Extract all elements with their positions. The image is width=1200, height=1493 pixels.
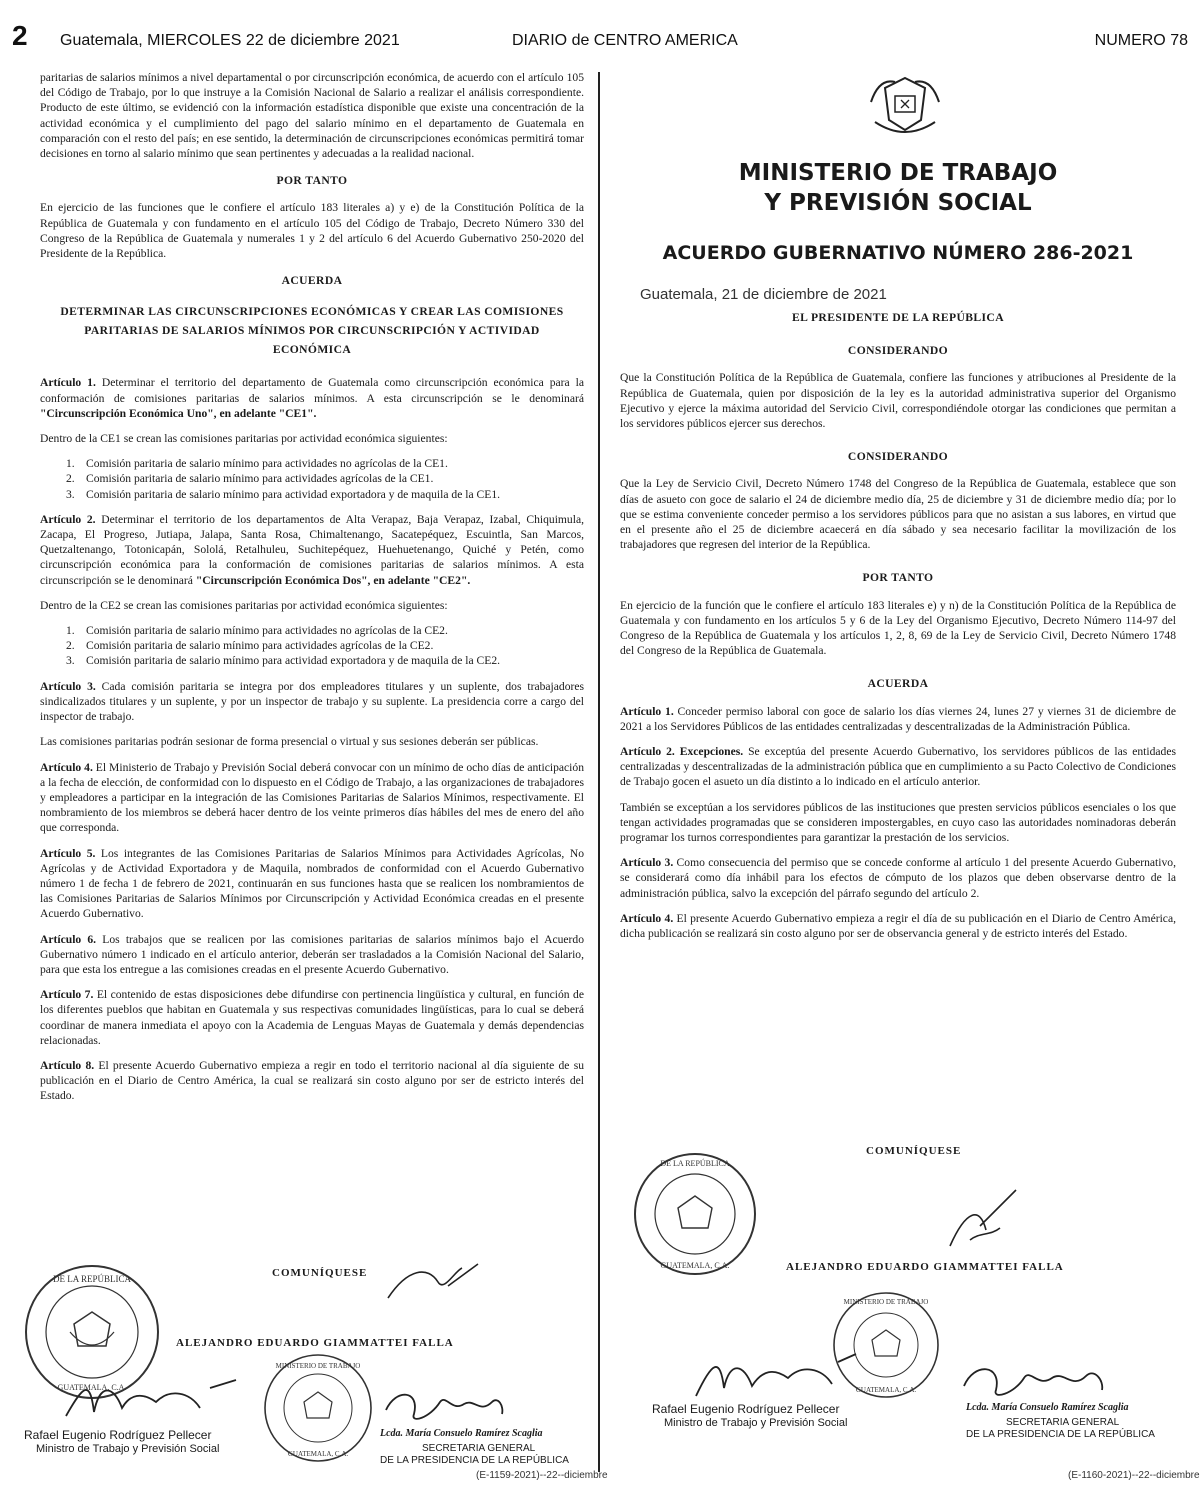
svg-text:GUATEMALA, C.A.: GUATEMALA, C.A. bbox=[660, 1261, 730, 1270]
article-label: Artículo 4. bbox=[620, 911, 674, 925]
president-name-left: ALEJANDRO EDUARDO GIAMMATTEI FALLA bbox=[176, 1337, 454, 1349]
minister-signature-left bbox=[57, 1372, 250, 1428]
ministry-title bbox=[620, 158, 1176, 218]
article-label: Artículo 8. bbox=[40, 1058, 95, 1072]
ministry-header bbox=[620, 72, 1176, 282]
publication-name: DIARIO de CENTRO AMERICA bbox=[512, 32, 738, 49]
article-7 bbox=[40, 987, 584, 1048]
president-heading: EL PRESIDENTE DE LA REPÚBLICA bbox=[792, 311, 1004, 324]
right-article-1 bbox=[620, 704, 1176, 734]
article-text: Los trabajos que se realicen por las comisiones paritarias de salarios mínimos bajo el Acuerdo Gubernativo número 1 indicado en el artículo anterior, deberán ser trasladados a la Comisión Nacional del Salario, para que esta los entregue a las comisiones creadas en el presente Acuerdo Gubernativo. bbox=[40, 932, 585, 976]
svg-text:GUATEMALA, C.A.: GUATEMALA, C.A. bbox=[57, 1383, 127, 1392]
article-label: Artículo 5. bbox=[40, 846, 96, 860]
article-4 bbox=[40, 760, 584, 836]
president-signature-right bbox=[930, 1170, 1020, 1250]
ministry-title-line-2: Y PREVISIÓN SOCIAL bbox=[764, 190, 1032, 216]
page-number: 2 bbox=[12, 20, 28, 51]
coat-of-arms-icon bbox=[865, 72, 945, 140]
considerando-heading-2: CONSIDERANDO bbox=[847, 450, 949, 464]
article-3 bbox=[40, 679, 584, 725]
svg-text:MINISTERIO DE TRABAJO: MINISTERIO DE TRABAJO bbox=[843, 1298, 929, 1306]
article-text: El contenido de estas disposiciones debe difundirse con pertinencia lingüística y cultural, en función de los diferentes pueblos que habitan en Guatemala y sus respectivas comunidades lingüísticas, para lo cual se deberá coordinar de manera inmediata el apoyo con la Academia de Lenguas Mayas de Guatemala y demás dependencias relacionadas. bbox=[40, 988, 584, 1047]
article-6 bbox=[40, 932, 584, 978]
article-text: Determinar el territorio del departamento de Guatemala como circunscripción económica para la conformación de comisiones paritarias de salarios mínimos. A esta circunscripción se le denominará bbox=[40, 376, 584, 405]
ministry-seal-left bbox=[262, 1352, 374, 1464]
minister-title-left: Ministro de Trabajo y Previsión Social bbox=[36, 1443, 220, 1455]
ce2-list bbox=[66, 623, 584, 669]
article-label: Artículo 2. bbox=[620, 745, 675, 759]
considerando-2: Que la Ley de Servicio Civil, Decreto Número 1748 del Congreso de la República de Guatemala, establece que son días de asueto con goce de salario el 24 de diciembre medio día, 25 de diciembre y 31 de diciembre medio día; por lo que se estima conveniente conceder permiso a los servidores públicos para que no asistan a sus labores, en virtud que en el presente año el 25 de diciembre acaecerá en día sábado y sea necesario facilitar la movilización de los trabajadores que regresen del interior de la República. bbox=[620, 477, 1176, 552]
secretary-title-2-left: DE LA PRESIDENCIA DE LA REPÚBLICA bbox=[380, 1455, 569, 1466]
article-bold-text: "Circunscripción Económica Uno", en adelante "CE1". bbox=[40, 406, 317, 420]
right-column bbox=[620, 310, 1176, 951]
acuerdo-number: ACUERDO GUBERNATIVO NÚMERO 286-2021 bbox=[662, 242, 1134, 264]
article-text: El presente Acuerdo Gubernativo empieza a regir el día de su publicación en el Diario de Centro América, dicha publicación se realizará sin costo alguno por ser de observancia general y de estricto interés del Estado. bbox=[620, 911, 1176, 941]
por-tanto-heading: POR TANTO bbox=[276, 174, 348, 188]
por-tanto-paragraph: En ejercicio de las funciones que le confiere el artículo 183 literales a) y e) de la Constitución Política de la República de Guatemala y con fundamento en el artículo 105 del Código de Trabajo, Decreto Número 330 del Congreso de la República de Guatemala y numerales 1 y 2 del artículo 6 del Acuerdo Gubernativo 250-2020 del Presidente de la República. bbox=[40, 201, 584, 261]
article-1 bbox=[40, 375, 584, 421]
acuerda-heading-right: ACUERDA bbox=[867, 677, 929, 691]
acuerda-heading: ACUERDA bbox=[281, 274, 343, 288]
list-item: 2. Comisión paritaria de salario mínimo para actividades agrícolas de la CE1. bbox=[66, 472, 434, 486]
article-label: Artículo 7. bbox=[40, 988, 94, 1002]
minister-name-right: Rafael Eugenio Rodríguez Pellecer bbox=[652, 1402, 840, 1416]
considerando-heading-1: CONSIDERANDO bbox=[847, 344, 949, 358]
secretary-signature-right bbox=[956, 1356, 1116, 1406]
article-label: Artículo 4. bbox=[40, 760, 93, 774]
minister-signature-right bbox=[690, 1346, 860, 1406]
ce1-list bbox=[66, 456, 584, 502]
issue-number: NUMERO 78 bbox=[1094, 32, 1188, 49]
article-text: Los integrantes de las Comisiones Paritarias de Salarios Mínimos para Actividades Agrícolas, No Agrícolas y de Actividad Exportadora y de Maquila, nombrados de conformidad con el Acuerdo Gubernativo número 1 de fecha 1 de febrero de 2021, continuarán en sus funciones hasta que se realicen los nombramientos de las Comisiones Paritarias de Salarios Mínimos por Circunscripción y Actividad Económica creadas en el presente Acuerdo Gubernativo. bbox=[40, 846, 584, 921]
page-header bbox=[12, 20, 1188, 54]
article-8 bbox=[40, 1058, 584, 1104]
article-text: El Ministerio de Trabajo y Previsión Social deberá convocar con un mínimo de ocho días de anticipación a la fecha de elección, de conformidad con lo dispuesto en el Código de Trabajo, a las organizaciones de trabajadores y empleadores a participar en la integración de las Comisiones Paritarias de Salarios Mínimos, respectivamente. El nombramiento de los miembros se deberá hacer dentro de los veinte primeros días hábiles del mes de enero del año que corresponda. bbox=[40, 760, 584, 835]
article-text: Determinar el territorio de los departamentos de Alta Verapaz, Baja Verapaz, Izabal, Chiquimula, Zacapa, El Progreso, Jutiapa, Jalapa, Santa Rosa, Chimaltenango, Sacatepéquez, Escuintla, San Marcos, Quetzaltenango, Totonicapán, Sololá, Retalhuleu, Suchitepéquez, Huehuetenango, Quiché y Petén, como circunscripción económica para la conformación de comisiones paritarias de salarios mínimos. A esta circunscripción se le denominará bbox=[40, 512, 584, 587]
secretary-signature-left bbox=[380, 1384, 510, 1428]
ce1-intro: Dentro de la CE1 se crean las comisiones paritarias por actividad económica siguientes: bbox=[40, 432, 448, 446]
article-label: Artículo 3. bbox=[620, 856, 674, 870]
footer-code-right: (E-1160-2021)--22--diciembre bbox=[1068, 1470, 1200, 1481]
article-2 bbox=[40, 512, 584, 588]
article-bold-text: "Circunscripción Económica Dos", en adelante "CE2". bbox=[195, 573, 471, 587]
article-label: Artículo 2. bbox=[40, 512, 96, 526]
article-label: Artículo 1. bbox=[40, 376, 96, 390]
article-text: Cada comisión paritaria se integra por dos empleadores titulares y un suplente, dos trabajadores sindicalizados titulares y un suplente, y por un inspector de trabajo y su suplente. La presidencia corre a cargo del inspector de trabajo. bbox=[40, 679, 585, 724]
footer-code-left: (E-1159-2021)--22--diciembre bbox=[476, 1470, 608, 1481]
left-column bbox=[40, 70, 584, 1114]
article-text: Conceder permiso laboral con goce de salario los días viernes 24, lunes 27 y viernes 31 de diciembre de 2021 a los Servidores Públicos de las entidades centralizadas y descentralizadas de la Administración Pública. bbox=[620, 704, 1177, 733]
right-article-4 bbox=[620, 911, 1176, 941]
secretary-signature-label-left: Lcda. María Consuelo Ramírez Scaglia bbox=[380, 1428, 543, 1439]
article-3-paragraph-2: Las comisiones paritarias podrán sesionar de forma presencial o virtual y sus sesiones deberán ser públicas. bbox=[40, 735, 539, 749]
article-label: Artículo 1. bbox=[620, 704, 674, 718]
por-tanto-paragraph-right: En ejercicio de la función que le confiere el artículo 183 literales e) y n) de la Constitución Política de la República de Guatemala y con fundamento en los artículos 5 y 6 de la Ley del Organismo Ejecutivo, Decreto Número 114-97 del Congreso de la República de Guatemala y los artículos 1, 2, 8, 69 de la Ley de Servicio Civil, Decreto Número 1748 del Congreso de la República de Guatemala. bbox=[620, 598, 1176, 658]
intro-paragraph: paritarias de salarios mínimos a nivel departamental o por circunscripción económica, de acuerdo con el artículo 105 del Código de Trabajo, por lo que instruye a la Comisión Nacional de Salario a realizar el análisis correspondiente. Producto de este último, se evidenció con la información estadística disponible que existe una concentración de la actividad económica y el cumplimiento del pago del salario mínimo en el departamento de Guatemala en comparación con el resto del país; en ese sentido, la determinación de circunscripciones económicas permitirá tomar decisiones en torno al salario mínimo que sean pertinentes y adecuadas a la realidad nacional. bbox=[40, 71, 584, 161]
svg-text:DE LA REPÚBLICA: DE LA REPÚBLICA bbox=[660, 1159, 730, 1168]
right-article-3 bbox=[620, 855, 1176, 901]
list-item: 2. Comisión paritaria de salario mínimo para actividades agrícolas de la CE2. bbox=[66, 639, 434, 653]
list-item: 1. Comisión paritaria de salario mínimo para actividades no agrícolas de la CE1. bbox=[66, 457, 448, 471]
article-text: Como consecuencia del permiso que se concede conforme al artículo 1 del presente Acuerdo Gubernativo, se considerará como día inhábil para los efectos de cómputo de los plazos que deben observarse dentro de la administración pública, salvo la excepción del párrafo segundo del artículo 2. bbox=[620, 856, 1176, 900]
secretary-title-1-right: SECRETARIA GENERAL bbox=[1006, 1417, 1120, 1428]
article-bold-text: Excepciones. bbox=[674, 745, 744, 759]
article-label: Artículo 3. bbox=[40, 679, 96, 693]
secretary-title-2-right: DE LA PRESIDENCIA DE LA REPÚBLICA bbox=[966, 1429, 1155, 1440]
article-label: Artículo 6. bbox=[40, 932, 97, 946]
presidency-seal-right bbox=[620, 1150, 770, 1278]
por-tanto-heading-right: POR TANTO bbox=[862, 571, 934, 585]
ce2-intro: Dentro de la CE2 se crean las comisiones paritarias por actividad económica siguientes: bbox=[40, 598, 448, 612]
minister-name-left: Rafael Eugenio Rodríguez Pellecer bbox=[24, 1428, 212, 1442]
article-text: Se exceptúa del presente Acuerdo Gubernativo, los servidores públicos de las entidades centralizadas y descentralizadas de la administración pública que en cumplimiento a su Pacto Colectivo de Condiciones de Trabajo gocen el asueto un día distinto a lo indicado en el artículo anterior. bbox=[620, 745, 1176, 789]
right-article-2 bbox=[620, 744, 1176, 790]
column-divider bbox=[598, 72, 600, 1472]
considerando-1: Que la Constitución Política de la República de Guatemala, confiere las funciones y atribuciones al Presidente de la República de Guatemala, quien por disposición de la ley es la autoridad administrativa superior del Organismo Ejecutivo y ejerce la máxima autoridad del Servicio Civil, correspondiéndole otorgar las condiciones que permitan a los servidores públicos ejercer sus derechos. bbox=[620, 371, 1176, 431]
svg-text:GUATEMALA, C.A.: GUATEMALA, C.A. bbox=[287, 1450, 349, 1458]
svg-text:DE LA REPÚBLICA: DE LA REPÚBLICA bbox=[52, 1274, 132, 1284]
article-text: El presente Acuerdo Gubernativo empieza a regir en todo el territorio nacional al día siguiente de su publicación en el Diario de Centro América, la cual se realizará sin costo alguno por ser de estricto interés del Estado. bbox=[40, 1058, 584, 1103]
ministry-title-line-1: MINISTERIO DE TRABAJO bbox=[738, 160, 1058, 186]
decree-title: DETERMINAR LAS CIRCUNSCRIPCIONES ECONÓMICAS Y CREAR LAS COMISIONES PARITARIAS DE SALARIOS MÍNIMOS POR CIRCUNSCRIPCIÓN Y ACTIVIDAD ECONÓMICA bbox=[60, 305, 564, 357]
list-item: 3. Comisión paritaria de salario mínimo para actividad exportadora y de maquila de la CE1. bbox=[66, 487, 501, 501]
right-article-2-paragraph-2: También se exceptúan a los servidores públicos de las instituciones que presten servicios públicos esenciales o los que tengan actividades programadas que se consideren impostergables, en cuyo caso las autoridades nominadoras deberán programar los turnos correspondientes para garantizar la prestación de los servicios. bbox=[620, 800, 1176, 845]
secretary-title-1-left: SECRETARIA GENERAL bbox=[422, 1443, 536, 1454]
decree-date: Guatemala, 21 de diciembre de 2021 bbox=[640, 286, 887, 303]
president-name-right: ALEJANDRO EDUARDO GIAMMATTEI FALLA bbox=[786, 1261, 1064, 1273]
svg-text:MINISTERIO DE TRABAJO: MINISTERIO DE TRABAJO bbox=[275, 1362, 361, 1370]
list-item: 3. Comisión paritaria de salario mínimo para actividad exportadora y de maquila de la CE2. bbox=[66, 654, 501, 668]
minister-title-right: Ministro de Trabajo y Previsión Social bbox=[664, 1417, 848, 1429]
article-5 bbox=[40, 846, 584, 922]
president-signature-left bbox=[378, 1262, 488, 1302]
comuniquese-left: COMUNÍQUESE bbox=[272, 1267, 368, 1279]
header-date: Guatemala, MIERCOLES 22 de diciembre 2021 bbox=[60, 32, 400, 49]
secretary-signature-label-right: Lcda. María Consuelo Ramírez Scaglia bbox=[966, 1402, 1129, 1413]
comuniquese-right: COMUNÍQUESE bbox=[866, 1145, 962, 1157]
list-item: 1. Comisión paritaria de salario mínimo para actividades no agrícolas de la CE2. bbox=[66, 624, 448, 638]
svg-text:GUATEMALA, C.A.: GUATEMALA, C.A. bbox=[855, 1386, 917, 1394]
